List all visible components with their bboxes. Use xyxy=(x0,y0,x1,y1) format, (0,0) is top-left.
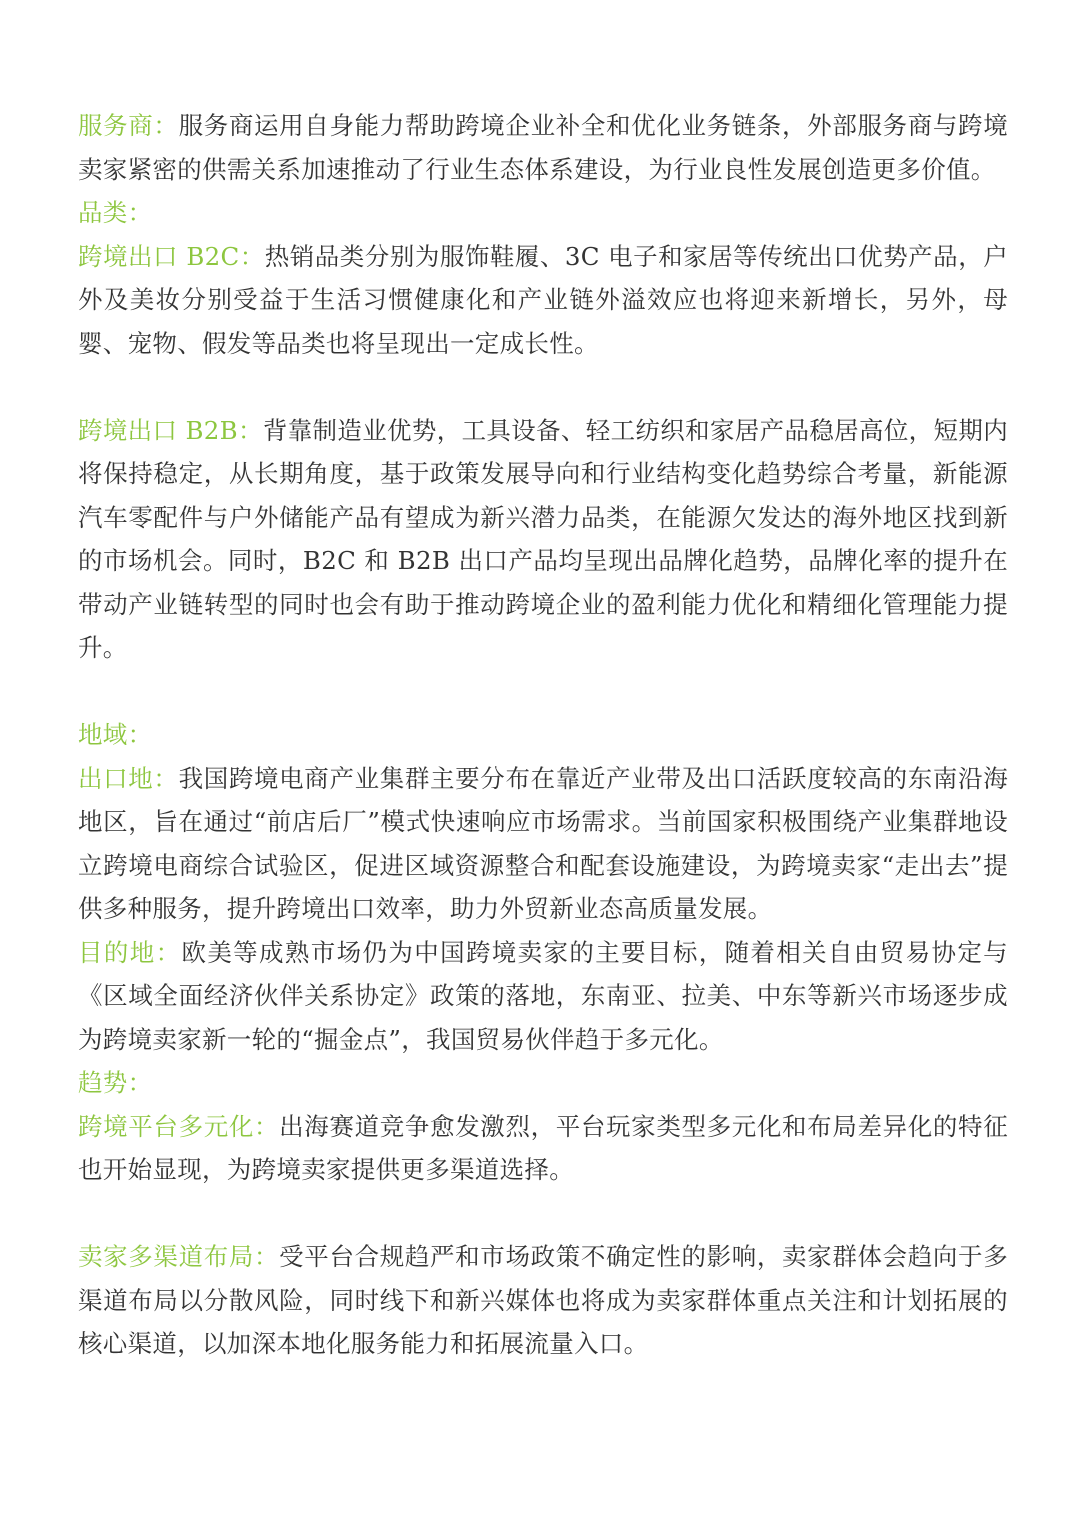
paragraph-platform xyxy=(78,1105,1008,1192)
paragraph-service-provider xyxy=(78,104,1008,191)
heading-region xyxy=(78,713,1008,757)
paragraph-destination xyxy=(78,931,1008,1062)
text-b2b: 背靠制造业优势，工具设备、轻工纺织和家居产品稳居高位，短期内将保持稳定，从长期角度，基于政策发展导向和行业结构变化趋势综合考量，新能源汽车零配件与户外储能产品有望成为新兴潜力品类，在能源欠发达的海外地区找到新的市场机会。同时，B2C 和 B2B 出口产品均呈现出品牌化趋势，品牌化率的提升在带动产业链转型的同时也会有助于推动跨境企业的盈利能力优化和精细化管理能力提升。 xyxy=(78,415,1008,662)
paragraph-b2b xyxy=(78,409,1008,670)
text-b2c: 热销品类分别为服饰鞋履、3C 电子和家居等传统出口优势产品，户外及美妆分别受益于生活习惯健康化和产业链外溢效应也将迎来新增长，另外，母婴、宠物、假发等品类也将呈现出一定成长性。 xyxy=(78,241,1008,358)
label-destination: 目的地： xyxy=(78,937,182,967)
heading-trend xyxy=(78,1061,1008,1105)
paragraph-b2c xyxy=(78,235,1008,366)
text-platform: 出海赛道竞争愈发激烈，平台玩家类型多元化和布局差异化的特征也开始显现，为跨境卖家提供更多渠道选择。 xyxy=(78,1111,1008,1184)
label-service-provider: 服务商： xyxy=(78,111,179,140)
heading-trend-label: 趋势： xyxy=(78,1068,153,1097)
label-multichannel: 卖家多渠道布局： xyxy=(78,1242,280,1271)
label-b2b: 跨境出口 B2B： xyxy=(78,415,263,445)
document-body xyxy=(78,104,1008,1366)
label-platform: 跨境平台多元化： xyxy=(78,1111,280,1141)
text-multichannel: 受平台合规趋严和市场政策不确定性的影响，卖家群体会趋向于多渠道布局以分散风险，同时线下和新兴媒体也将成为卖家群体重点关注和计划拓展的核心渠道，以加深本地化服务能力和拓展流量入口。 xyxy=(78,1242,1008,1358)
text-destination: 欧美等成熟市场仍为中国跨境卖家的主要目标，随着相关自由贸易协定与《区域全面经济伙伴关系协定》政策的落地，东南亚、拉美、中东等新兴市场逐步成为跨境卖家新一轮的“掘金点”，我国贸易伙伴趋于多元化。 xyxy=(78,937,1008,1054)
heading-category xyxy=(78,191,1008,235)
heading-region-label: 地域： xyxy=(78,720,153,749)
heading-category-label: 品类： xyxy=(78,198,153,227)
label-b2c: 跨境出口 B2C： xyxy=(78,241,265,271)
text-export-origin: 我国跨境电商产业集群主要分布在靠近产业带及出口活跃度较高的东南沿海地区，旨在通过“前店后厂”模式快速响应市场需求。当前国家积极围绕产业集群地设立跨境电商综合试验区，促进区域资源整合和配套设施建设，为跨境卖家“走出去”提供多种服务，提升跨境出口效率，助力外贸新业态高质量发展。 xyxy=(78,763,1008,923)
text-service-provider: 服务商运用自身能力帮助跨境企业补全和优化业务链条，外部服务商与跨境卖家紧密的供需关系加速推动了行业生态体系建设，为行业良性发展创造更多价值。 xyxy=(78,111,1008,184)
paragraph-export-origin xyxy=(78,757,1008,931)
label-export-origin: 出口地： xyxy=(78,763,179,793)
paragraph-multichannel xyxy=(78,1235,1008,1366)
